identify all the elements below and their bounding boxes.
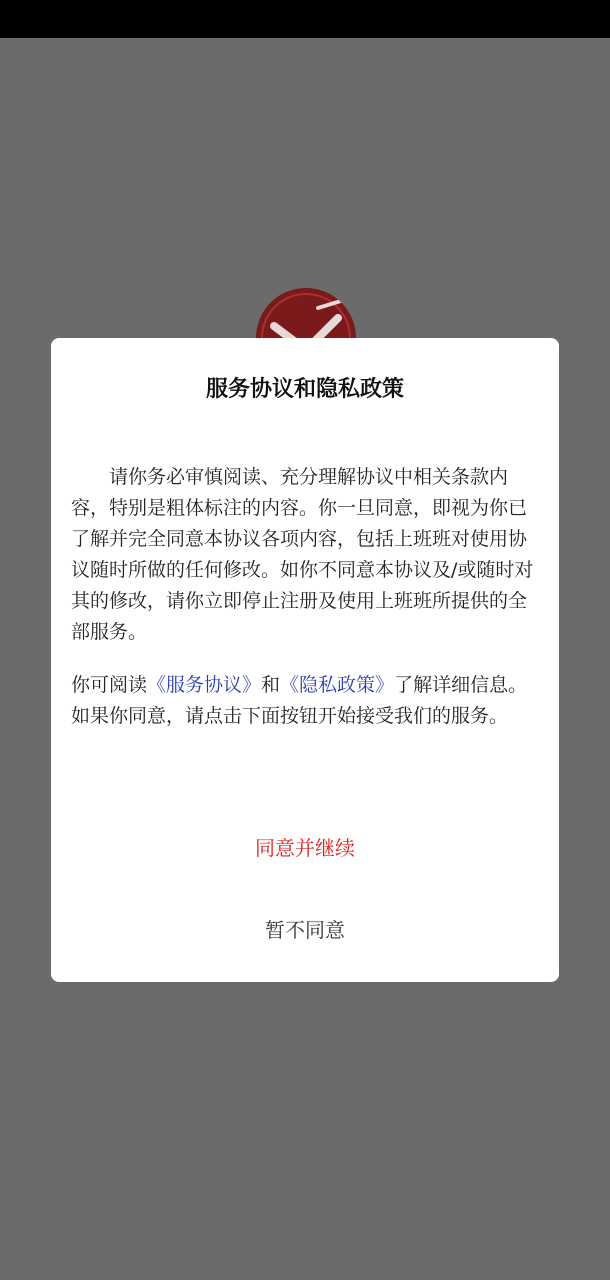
links-paragraph-prefix: 你可阅读	[71, 674, 148, 696]
agreement-dialog	[51, 338, 559, 982]
links-paragraph	[71, 670, 539, 732]
status-bar	[0, 0, 610, 38]
links-paragraph-and: 和	[261, 674, 281, 696]
dialog-title: 服务协议和隐私政策	[205, 377, 404, 402]
agreement-paragraph: 请你务必审慎阅读、充分理解协议中相关条款内容，特别是粗体标注的内容。你一旦同意，即视为你已了解并完全同意本协议各项内容，包括上班班对使用协议随时所做的任何修改。如你不同意本协议及/或随时对其的修改，请你立即停止注册及使用上班班所提供的全部服务。	[71, 466, 534, 643]
agree-and-continue-button[interactable]: 同意并继续	[255, 836, 355, 860]
disagree-button[interactable]: 暂不同意	[265, 918, 345, 942]
privacy-policy-link[interactable]: 《隐私政策》	[280, 674, 395, 696]
service-agreement-link[interactable]: 《服务协议》	[147, 674, 262, 696]
dialog-body	[71, 462, 539, 732]
links-paragraph-suffix: 了解详细信息。如果你同意，请点击下面按钮开始接受我们的服务。	[71, 674, 528, 727]
